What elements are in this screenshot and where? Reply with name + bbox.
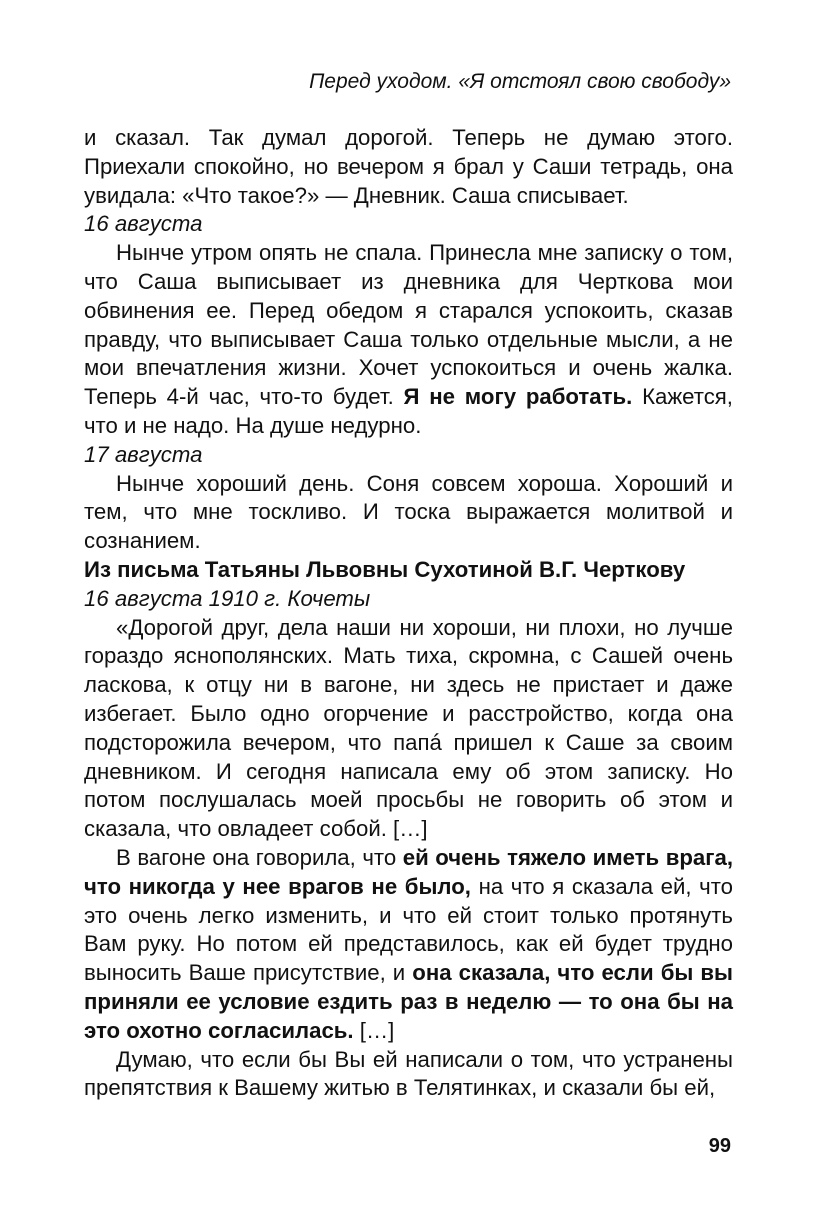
paragraph-aug-16 [84,239,733,441]
paragraph-text: В вагоне она говорила, что [116,844,397,870]
running-head: Перед уходом. «Я отстоял свою свободу» [309,70,731,93]
bold-phrase: ей очень тяжело иметь врага, что никогда у нее врагов не было, [84,844,734,899]
letter-paragraph-2 [84,844,733,1046]
diary-date-aug-17: 17 августа [84,441,203,467]
letter-heading: Из письма Татьяны Львовны Сухотиной В.Г. Черткову [84,556,686,582]
page-body [84,124,733,1103]
page-number: 99 [708,1135,731,1157]
paragraph-text: Нынче утром опять не спала. Принесла мне записку о том, что Саша выписывает из дневника для Черткова мои обвинения ее. Перед обедом я старался успокоить, сказав правду, что выписывает Саша только отдельные мысли, а не мои впечатления жизни. Хочет успокоиться и очень жалка. Теперь 4-й час, что-то будет. [84,240,733,410]
diary-date-aug-16: 16 августа [84,211,203,237]
bold-phrase: Я не могу работать. [403,384,633,410]
letter-date-place: 16 августа 1910 г. Кочеты [84,585,371,611]
paragraph-aug-17: Нынче хороший день. Соня совсем хороша. Хороший и тем, что мне тоскливо. И тоска выражается молитвой и сознанием. [84,470,733,554]
paragraph-text: на что я сказала ей, что это очень легко изменить, и что ей стоит только протянуть Вам руку. Но потом ей представилось, как ей будет трудно выносить Ваше присутствие, и [84,873,733,986]
paragraph-text: […] [359,1017,395,1043]
letter-paragraph-1: «Дорогой друг, дела наши ни хороши, ни плохи, но лучше гораздо яснополянских. Мать тиха, скромна, с Сашей очень ласкова, к отцу ни в вагоне, ни здесь не пристает и даже избегает. Было одно огорчение и расстройство, когда она подсторожила вечером, что папá пришел к Саше за своим дневником. И сегодня написала ему об этом записку. Но потом послушалась моей просьбы не говорить об этом и сказала, что овладеет собой. […] [84,614,733,842]
letter-paragraph-3: Думаю, что если бы Вы ей написали о том, что устранены препятствия к Вашему житью в Телятинках, и сказали бы ей, [84,1046,733,1101]
bold-phrase: она сказала, что если бы вы приняли ее условие ездить раз в неделю — то она бы на это охотно согласилась. [84,960,734,1043]
paragraph-continued: и сказал. Так думал дорогой. Теперь не думаю этого. Приехали спокойно, но вечером я брал у Саши тетрадь, она увидала: «Что такое?» — Дневник. Саша списывает. [84,125,733,208]
paragraph-text: Кажется, что и не надо. На душе недурно. [84,384,733,438]
